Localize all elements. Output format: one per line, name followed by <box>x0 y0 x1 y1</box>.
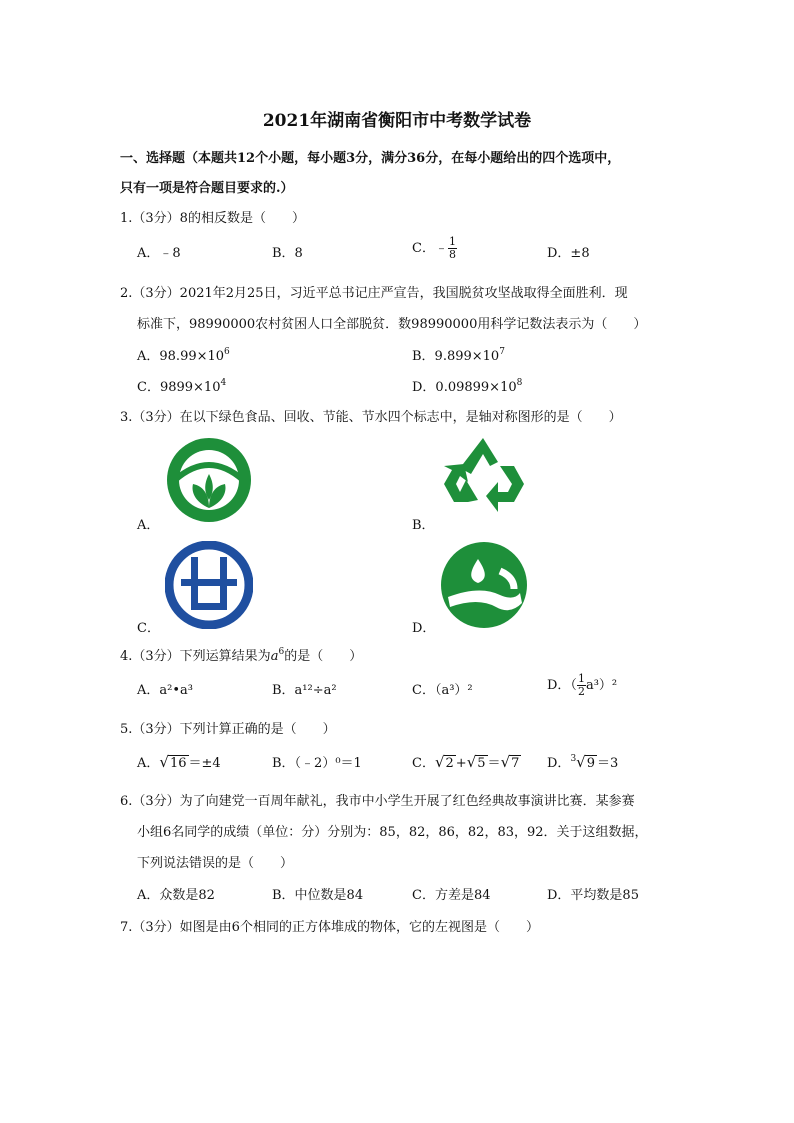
recycle-logo-icon <box>438 432 528 522</box>
q5-c-pre: C． <box>412 756 435 771</box>
q5-option-b: B．（﹣2）⁰＝1 <box>272 756 362 771</box>
q2-d-exponent: 8 <box>516 378 523 388</box>
q2-stem-line1: 2.（3分）2021年2月25日，习近平总书记庄严宣告，我国脱贫攻坚战取得全面胜利．现 <box>120 286 628 301</box>
q2-option-b <box>412 345 505 364</box>
q5-a-post: ＝±4 <box>188 756 221 771</box>
q4-d-post: a³）² <box>585 678 618 693</box>
section-heading-line1: 一、选择题（本题共12个小题，每小题3分，满分36分，在每小题给出的四个选项中， <box>120 151 621 166</box>
radical-icon: √ <box>576 753 586 771</box>
q5-d-post: ＝3 <box>597 756 619 771</box>
q4-option-a: A．a²•a³ <box>137 683 193 698</box>
q2-b-exponent: 7 <box>499 347 505 357</box>
energy-saving-logo-icon <box>165 541 253 629</box>
q5-d-pre: D． <box>547 756 571 771</box>
q5-d-root-index: 3 <box>570 754 577 764</box>
q6-option-c: C．方差是84 <box>412 888 491 903</box>
radical-icon: √ <box>434 753 445 771</box>
q1-c-numerator: 1 <box>448 235 456 248</box>
q4-stem-pre: 4.（3分）下列运算结果为 <box>120 649 271 664</box>
q5-option-c <box>412 752 521 771</box>
q1-option-c <box>412 236 457 261</box>
q6-stem-line2: 小组6名同学的成绩（单位：分）分别为：85，82，86，82，83，92．关于这组数据， <box>137 825 648 840</box>
section-heading-line2: 只有一项是符合题目要求的.） <box>120 181 294 196</box>
q3-option-b: B． <box>412 518 435 533</box>
q5-a-radicand: 16 <box>169 756 187 771</box>
green-food-logo-icon <box>165 436 253 524</box>
q1-option-d: D．±8 <box>547 246 590 261</box>
q1-option-c-fraction <box>448 236 457 261</box>
q4-stem-exp: 6 <box>278 647 285 657</box>
q2-a-base: A．98.99×10 <box>137 349 225 364</box>
q4-option-c: C．（a³）² <box>412 683 473 698</box>
q6-option-d: D．平均数是85 <box>547 888 639 903</box>
radical-icon: √ <box>500 753 511 771</box>
q5-c-radicand3: 7 <box>511 756 520 771</box>
q2-d-base: D．0.09899×10 <box>412 380 517 395</box>
q3-option-a: A． <box>137 518 160 533</box>
q4-d-denominator: 2 <box>577 685 585 698</box>
q6-stem-line3: 下列说法错误的是（ ） <box>137 856 294 871</box>
q2-option-c <box>137 376 226 395</box>
water-saving-logo-icon <box>440 541 528 629</box>
q2-stem-line2: 标准下，98990000农村贫困人口全部脱贫．数98990000用科学记数法表示为（ ） <box>137 317 647 332</box>
q5-c-plus: + <box>455 756 467 771</box>
q7-stem: 7.（3分）如图是由6个相同的正方体堆成的物体，它的左视图是（ ） <box>120 920 539 935</box>
q2-option-a <box>137 345 230 364</box>
q1-option-b: B．8 <box>272 246 303 261</box>
q1-c-denominator: 8 <box>448 248 456 261</box>
q4-d-pre: D．（ <box>547 678 577 693</box>
q5-stem: 5.（3分）下列计算正确的是（ ） <box>120 722 336 737</box>
q4-stem-var: a <box>270 649 279 664</box>
q4-stem <box>120 645 362 664</box>
q5-a-pre: A． <box>137 756 160 771</box>
q3-option-d: D． <box>412 621 436 636</box>
q2-c-base: C．9899×10 <box>137 380 221 395</box>
q2-option-d <box>412 376 522 395</box>
page-title: 2021年湖南省衡阳市中考数学试卷 <box>262 111 532 131</box>
radical-icon: √ <box>159 753 169 771</box>
q4-option-b: B．a¹²÷a² <box>272 683 337 698</box>
q4-d-fraction <box>577 673 586 698</box>
q1-option-c-prefix: C．﹣ <box>412 241 448 256</box>
q1-stem: 1.（3分）8的相反数是（ ） <box>120 211 305 226</box>
q2-b-base: B．9.899×10 <box>412 349 500 364</box>
q6-option-a: A．众数是82 <box>137 888 215 903</box>
q6-option-b: B．中位数是84 <box>272 888 364 903</box>
q5-option-d <box>547 752 618 771</box>
q4-stem-post: 的是（ ） <box>284 649 363 664</box>
q3-option-c: C． <box>137 621 160 636</box>
q1-option-a: A．﹣8 <box>137 246 181 261</box>
q6-stem-line1: 6.（3分）为了向建党一百周年献礼，我市中小学生开展了红色经典故事演讲比赛．某参赛 <box>120 794 635 809</box>
q4-option-d <box>547 673 617 698</box>
q5-d-radicand: 9 <box>586 756 596 771</box>
q4-d-numerator: 1 <box>577 672 585 685</box>
radical-icon: √ <box>466 753 477 771</box>
q5-c-radicand1: 2 <box>445 756 454 771</box>
q5-option-a <box>137 752 221 771</box>
q5-c-radicand2: 5 <box>477 756 486 771</box>
q5-c-equals: ＝ <box>487 756 501 771</box>
q2-c-exponent: 4 <box>220 378 227 388</box>
q3-stem: 3.（3分）在以下绿色食品、回收、节能、节水四个标志中，是轴对称图形的是（ ） <box>120 410 622 425</box>
q2-a-exponent: 6 <box>224 347 230 357</box>
